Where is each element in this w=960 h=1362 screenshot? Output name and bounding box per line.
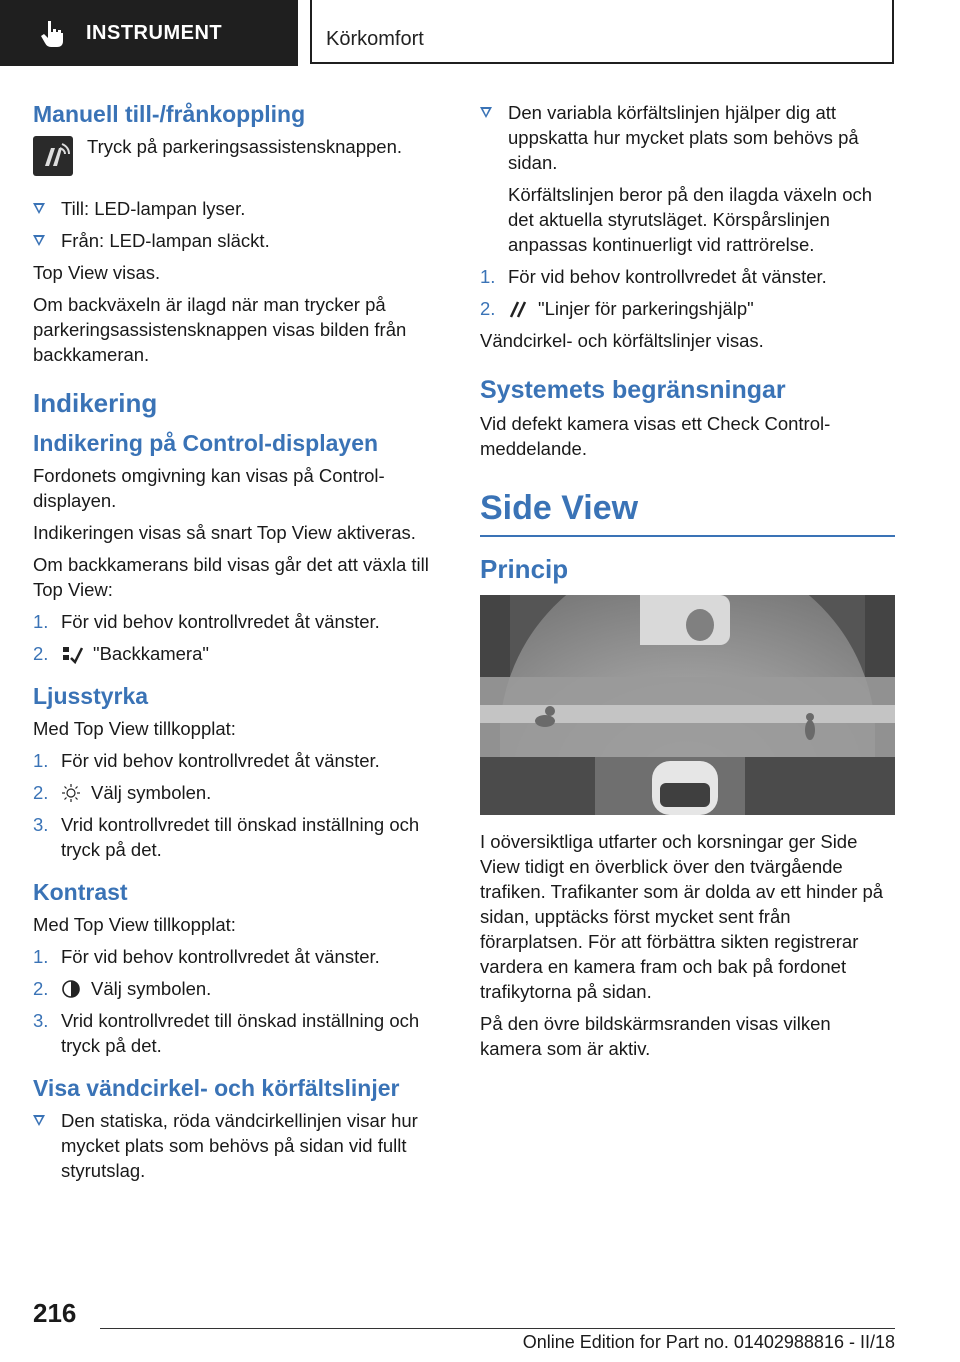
step-item: 1. För vid behov kontrollvredet åt vänster. — [33, 750, 380, 771]
heading-side-view: Side View — [480, 487, 895, 537]
heading-control-display: Indikering på Control-displayen — [33, 430, 379, 456]
heading-brightness: Ljusstyrka — [33, 683, 149, 709]
heading-contrast: Kontrast — [33, 879, 128, 905]
paragraph: Indikeringen visas så snart Top View aktiveras. — [33, 522, 416, 543]
step-item: 2. "Linjer för parkeringshjälp" — [480, 298, 754, 319]
press-row — [33, 134, 439, 182]
paragraph: Fordonets omgivning kan visas på Control-displayen. — [33, 465, 385, 511]
page-header — [0, 0, 960, 66]
heading-limits: Systemets begränsningar — [480, 376, 786, 404]
edition-note: Online Edition for Part no. 01402988816 - II/18 — [522, 1332, 895, 1352]
paragraph: På den övre bildskärmsranden visas vilken kamera som är aktiv. — [480, 1013, 831, 1059]
list-item: Den statiska, röda vändcirkellinjen visar hur mycket plats som behövs på sidan vid fullt styrutslag. — [33, 1108, 439, 1183]
parking-lines-icon — [508, 299, 528, 319]
triangle-bullet-icon — [33, 235, 45, 246]
contrast-icon — [61, 979, 81, 999]
parking-assist-button-icon — [33, 136, 73, 176]
paragraph: I oöversiktliga utfarter och korsningar ger Side View tidigt en överblick över den tvärgående trafiken. Trafikanter som är dolda av ett hinder på sidan, upptäcks först mycket sent från förarplatsen. För att förbättra sikten registrerar vardera en kamera fram och bak på fordonet trafikytorna på sidan. — [480, 831, 884, 1002]
paragraph: Vid defekt kamera visas ett Check Control-meddelande. — [480, 413, 831, 459]
step-item: 3. Vrid kontrollvredet till önskad inställning och tryck på det. — [33, 1010, 420, 1056]
step-item: 2. "Backkamera" — [33, 643, 209, 664]
heading-princip: Princip — [480, 554, 569, 584]
heading-lines: Visa vändcirkel- och körfältslinjer — [33, 1075, 400, 1101]
paragraph: Vändcirkel- och körfältslinjer visas. — [480, 330, 764, 351]
left-column — [33, 100, 439, 1190]
list-item: Till: LED-lampan lyser. — [33, 196, 439, 221]
page-number: 216 — [33, 1298, 77, 1328]
step-item: 1. För vid behov kontrollvredet åt vänster. — [33, 611, 380, 632]
triangle-bullet-icon — [480, 107, 492, 118]
paragraph: Med Top View tillkopplat: — [33, 718, 236, 739]
step-item: 1. För vid behov kontrollvredet åt vänster. — [33, 946, 380, 967]
heading-indikering: Indikering — [33, 388, 158, 418]
right-column — [480, 100, 895, 1068]
step-item: 3. Vrid kontrollvredet till önskad inställning och tryck på det. — [33, 814, 420, 860]
step-item: 1. För vid behov kontrollvredet åt vänster. — [480, 266, 827, 287]
brightness-icon — [61, 783, 81, 803]
paragraph: Om backkamerans bild visas går det att växla till Top View: — [33, 554, 429, 600]
heading-manual: Manuell till-/frånkoppling — [33, 101, 306, 127]
paragraph: Om backväxeln är ilagd när man trycker på parkeringsassistensknappen visas bilden från backkameran. — [33, 294, 407, 365]
paragraph: Med Top View tillkopplat: — [33, 914, 236, 935]
chapter-title: INSTRUMENT — [86, 21, 223, 44]
hand-pointer-icon — [38, 18, 68, 48]
section-title: Körkomfort — [326, 28, 424, 50]
paragraph: Top View visas. — [33, 262, 161, 283]
rear-camera-icon — [61, 644, 83, 664]
list-item: Den variabla körfältslinjen hjälper dig att uppskatta hur mycket plats som behövs på sidan. — [480, 100, 895, 175]
triangle-bullet-icon — [33, 203, 45, 214]
paragraph: Körfältslinjen beror på den ilagda växeln och det aktuella styrutsläget. Körspårslinjen anpassas kontinuerligt vid rattrörelse. — [508, 184, 873, 255]
chapter-tab — [0, 0, 298, 66]
side-view-illustration — [480, 595, 895, 815]
step-item: 2. Välj symbolen. — [33, 978, 212, 999]
footer-divider — [100, 1328, 895, 1329]
step-item: 2. Välj symbolen. — [33, 782, 212, 803]
list-item: Från: LED-lampan släckt. — [33, 228, 439, 253]
press-text: Tryck på parkeringsassistensknappen. — [87, 136, 402, 157]
triangle-bullet-icon — [33, 1115, 45, 1126]
section-box — [310, 0, 894, 64]
